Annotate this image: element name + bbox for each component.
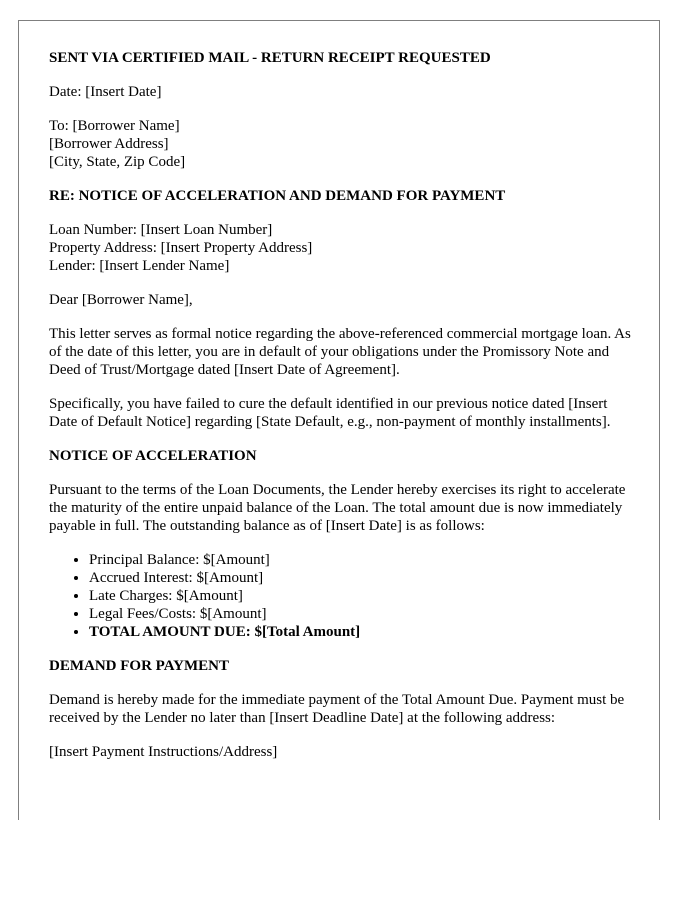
lender-name: Lender: [Insert Lender Name]	[49, 258, 230, 274]
salutation: Dear [Borrower Name],	[49, 292, 193, 308]
loan-details	[49, 221, 639, 275]
acceleration-heading: NOTICE OF ACCELERATION	[49, 448, 257, 464]
amount-list	[49, 551, 639, 641]
demand-body: Demand is hereby made for the immediate payment of the Total Amount Due. Payment must be received by the Lender no later than [Insert Deadline Date] at the following address:	[49, 692, 625, 726]
letter-page	[18, 20, 660, 820]
total-amount-item: • TOTAL AMOUNT DUE: $[Total Amount]	[89, 623, 639, 641]
subject-line: RE: NOTICE OF ACCELERATION AND DEMAND FOR PAYMENT	[49, 188, 506, 204]
principal-balance-item: • Principal Balance: $[Amount]	[89, 551, 639, 569]
date-line: Date: [Insert Date]	[49, 84, 162, 100]
default-paragraph: Specifically, you have failed to cure the default identified in our previous notice dated [Insert Date of Default Notice] regarding [State Default, e.g., non-payment of monthly installments].	[49, 396, 611, 430]
acceleration-body: Pursuant to the terms of the Loan Documents, the Lender hereby exercises its right to accelerate the maturity of the entire unpaid balance of the Loan. The total amount due is now immediately payable in full. The outstanding balance as of [Insert Date] is as follows:	[49, 482, 626, 534]
recipient-address: [Borrower Address]	[49, 136, 169, 152]
payment-instructions: [Insert Payment Instructions/Address]	[49, 744, 278, 760]
legal-fees-item: • Legal Fees/Costs: $[Amount]	[89, 605, 639, 623]
accrued-interest-item: • Accrued Interest: $[Amount]	[89, 569, 639, 587]
late-charges-item: • Late Charges: $[Amount]	[89, 587, 639, 605]
recipient-block	[49, 117, 639, 171]
letter-content	[49, 49, 639, 777]
recipient-name: To: [Borrower Name]	[49, 118, 180, 134]
demand-heading: DEMAND FOR PAYMENT	[49, 658, 229, 674]
delivery-method: SENT VIA CERTIFIED MAIL - RETURN RECEIPT REQUESTED	[49, 50, 491, 66]
loan-number: Loan Number: [Insert Loan Number]	[49, 222, 273, 238]
property-address: Property Address: [Insert Property Address]	[49, 240, 313, 256]
recipient-city: [City, State, Zip Code]	[49, 154, 186, 170]
intro-paragraph: This letter serves as formal notice regarding the above-referenced commercial mortgage loan. As of the date of this letter, you are in default of your obligations under the Promissory Note and Deed of Trust/Mortgage dated [Insert Date of Agreement].	[49, 326, 631, 378]
